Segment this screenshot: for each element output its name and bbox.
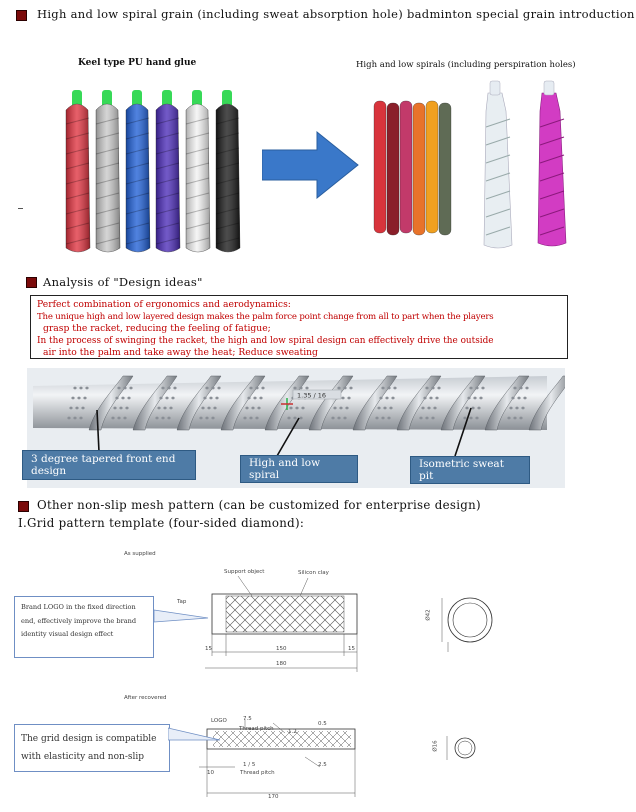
dim-right: 15 (348, 646, 355, 652)
sweat-hole (83, 397, 86, 400)
as-supplied-caption: As supplied (124, 551, 156, 557)
support-object-label: Support object (224, 569, 265, 575)
dim-f: 10 (207, 770, 214, 776)
after-recovered-caption: After recovered (124, 695, 167, 701)
spiral-grip (387, 103, 399, 235)
sweat-hole (513, 417, 516, 420)
sweat-hole (301, 407, 304, 410)
sweat-hole (385, 397, 388, 400)
sweat-hole (349, 387, 352, 390)
cross-section-1 (420, 590, 500, 660)
sweat-hole (293, 417, 296, 420)
callout-pointer (154, 608, 210, 628)
sweat-hole (79, 387, 82, 390)
sweat-hole (437, 387, 440, 390)
sweat-hole (463, 417, 466, 420)
sweat-hole (333, 407, 336, 410)
sweat-hole (121, 397, 124, 400)
sweat-hole (73, 387, 76, 390)
sweat-hole (519, 387, 522, 390)
thread-pitch-1: Thread pitch (239, 726, 274, 732)
sweat-hole (173, 387, 176, 390)
sweat-hole (243, 417, 246, 420)
white-spiral-grip (484, 93, 512, 248)
sweat-hole (289, 407, 292, 410)
dia-label-2: Ø16 (432, 740, 439, 752)
sweat-hole (383, 407, 386, 410)
sweat-hole (473, 397, 476, 400)
sweat-hole (115, 397, 118, 400)
sweat-hole (423, 397, 426, 400)
sweat-hole (389, 407, 392, 410)
sweat-hole (123, 387, 126, 390)
sweat-hole (125, 407, 128, 410)
sweat-hole (431, 387, 434, 390)
sweat-hole (381, 417, 384, 420)
sweat-hole (295, 407, 298, 410)
section-marker-icon (16, 10, 27, 21)
brand-logo-callout (14, 596, 154, 658)
sweat-hole (479, 397, 482, 400)
sweat-hole (337, 387, 340, 390)
sweat-hole (213, 407, 216, 410)
sweat-hole (343, 417, 346, 420)
spiral-grip (439, 103, 451, 235)
sweat-hole (77, 397, 80, 400)
sweat-hole (119, 407, 122, 410)
sweat-hole (165, 397, 168, 400)
sweat-hole (207, 407, 210, 410)
sweat-hole (255, 417, 258, 420)
sweat-hole (343, 387, 346, 390)
sweat-hole (425, 417, 428, 420)
dim-a: 7.5 (243, 716, 252, 722)
sweat-hole (425, 387, 428, 390)
dim-middle: 150 (276, 646, 287, 652)
grid-design-callout (14, 724, 170, 772)
spiral-grip (426, 101, 438, 233)
sweat-hole (201, 407, 204, 410)
sweat-hole (345, 407, 348, 410)
sweat-hole (159, 397, 162, 400)
sweat-hole (337, 417, 340, 420)
spiral-grip (374, 101, 386, 233)
sweat-hole (477, 407, 480, 410)
dimension-tag: 1.35 / 16 (297, 391, 327, 400)
sweat-hole (339, 407, 342, 410)
callout-line: The grid design is compatible (21, 734, 157, 744)
sweat-pit-callout: Isometric sweat pit (410, 456, 530, 484)
sweat-hole (475, 387, 478, 390)
sweat-hole (155, 417, 158, 420)
sweat-hole (435, 397, 438, 400)
sweat-hole (509, 407, 512, 410)
sweat-hole (117, 387, 120, 390)
dim-b: 1.2 (288, 729, 297, 735)
sweat-hole (393, 387, 396, 390)
sweat-hole (209, 397, 212, 400)
sweat-hole (433, 407, 436, 410)
design-line: The unique high and low layered design makes the palm force point change from all to part when the players (37, 312, 494, 322)
sweat-hole (375, 417, 378, 420)
sweat-hole (129, 387, 132, 390)
sweat-hole (519, 417, 522, 420)
sweat-hole (481, 387, 484, 390)
spiral-callout: High and low spiral (240, 455, 358, 483)
pink-spiral-grip (538, 93, 566, 246)
section-3-subtitle: I.Grid pattern template (four-sided diamond): (18, 516, 305, 530)
sweat-hole (391, 397, 394, 400)
thread-pitch-2: Thread pitch (240, 770, 275, 776)
sweat-hole (427, 407, 430, 410)
sweat-hole (419, 417, 422, 420)
section-1-title: High and low spiral grain (including sweat absorption hole) badminton special grain introduction (37, 7, 635, 21)
sweat-hole (299, 417, 302, 420)
spiral-grip (413, 103, 425, 235)
sweat-hole (421, 407, 424, 410)
sweat-hole (215, 397, 218, 400)
sweat-hole (513, 387, 516, 390)
left-product-label: Keel type PU hand glue (78, 58, 197, 68)
sweat-hole (217, 387, 220, 390)
sweat-hole (171, 397, 174, 400)
sweat-hole (471, 407, 474, 410)
sweat-hole (377, 407, 380, 410)
sweat-hole (465, 407, 468, 410)
sweat-hole (257, 407, 260, 410)
dim-e: 2.5 (318, 762, 327, 768)
sweat-hole (245, 407, 248, 410)
sweat-hole (69, 407, 72, 410)
callout-line: end, effectively improve the brand (21, 616, 137, 625)
sweat-hole (211, 417, 214, 420)
sweat-hole (261, 387, 264, 390)
design-line: grasp the racket, reducing the feeling of fatigue; (43, 323, 271, 334)
sweat-hole (85, 387, 88, 390)
dia-label-1: Ø42 (425, 609, 432, 621)
sweat-hole (305, 387, 308, 390)
sweat-hole (113, 407, 116, 410)
sweat-hole (157, 407, 160, 410)
spiral-grips-image (370, 75, 590, 253)
sweat-hole (287, 417, 290, 420)
sweat-hole (205, 387, 208, 390)
sweat-hole (379, 397, 382, 400)
section-marker-icon (18, 501, 29, 512)
sweat-hole (259, 397, 262, 400)
sweat-hole (253, 397, 256, 400)
sweat-hole (247, 397, 250, 400)
sweat-hole (523, 397, 526, 400)
sweat-hole (123, 417, 126, 420)
sweat-hole (81, 407, 84, 410)
sweat-hole (199, 417, 202, 420)
sweat-hole (117, 417, 120, 420)
sweat-hole (167, 417, 170, 420)
sweat-hole (249, 387, 252, 390)
sweat-hole (111, 417, 114, 420)
dim-c: 0.5 (318, 721, 327, 727)
sweat-hole (469, 387, 472, 390)
sweat-hole (517, 397, 520, 400)
sweat-hole (203, 397, 206, 400)
design-ideas-box (30, 295, 568, 359)
sweat-hole (249, 417, 252, 420)
sweat-hole (161, 387, 164, 390)
sweat-hole (525, 387, 528, 390)
dim-left: 15 (205, 646, 212, 652)
callout-line: Brand LOGO in the fixed direction (21, 603, 136, 611)
right-product-label: High and low spirals (including perspiration holes) (356, 60, 576, 70)
sweat-hole (331, 417, 334, 420)
sweat-hole (67, 417, 70, 420)
dim-total: 180 (276, 661, 287, 667)
sweat-hole (169, 407, 172, 410)
section-marker-icon (26, 277, 37, 288)
sweat-hole (167, 387, 170, 390)
sweat-hole (387, 387, 390, 390)
dash-mark (18, 208, 23, 209)
sweat-hole (79, 417, 82, 420)
section-2-title: Analysis of "Design ideas" (43, 275, 203, 289)
sweat-hole (475, 417, 478, 420)
sweat-hole (521, 407, 524, 410)
sweat-hole (469, 417, 472, 420)
right-arrow-icon (262, 130, 360, 200)
sweat-hole (507, 417, 510, 420)
sweat-hole (251, 407, 254, 410)
sweat-hole (127, 397, 130, 400)
sweat-hole (161, 417, 164, 420)
dim-total-2: 170 (268, 794, 279, 800)
sweat-hole (511, 397, 514, 400)
silicon-clay-label: Silicon clay (298, 570, 329, 576)
dim-d: 1 / 5 (243, 762, 256, 768)
sweat-hole (255, 387, 258, 390)
sweat-hole (467, 397, 470, 400)
sweat-hole (347, 397, 350, 400)
keel-grips-image (60, 88, 250, 262)
tapered-end-callout: 3 degree tapered front end design (22, 450, 196, 480)
callout-pointer (168, 726, 222, 750)
sweat-hole (515, 407, 518, 410)
section-3-title: Other non-slip mesh pattern (can be customized for enterprise design) (37, 498, 481, 512)
design-line: Perfect combination of ergonomics and aerodynamics: (37, 299, 291, 310)
tap-label: Tap (177, 599, 187, 605)
sweat-hole (73, 417, 76, 420)
sweat-hole (341, 397, 344, 400)
sweat-hole (75, 407, 78, 410)
design-line: In the process of swinging the racket, the high and low spiral design can effectively drive the outside (37, 336, 494, 346)
callout-line: identity visual design effect (21, 630, 114, 638)
sweat-hole (211, 387, 214, 390)
sweat-hole (431, 417, 434, 420)
sweat-hole (293, 387, 296, 390)
sweat-hole (205, 417, 208, 420)
sweat-hole (299, 387, 302, 390)
sweat-hole (429, 397, 432, 400)
sweat-hole (381, 387, 384, 390)
callout-line: with elasticity and non-slip (21, 752, 144, 762)
logo-label: LOGO (211, 718, 227, 724)
sweat-hole (163, 407, 166, 410)
spiral-grip (400, 101, 412, 233)
design-line: air into the palm and take away the heat; Reduce sweating (43, 347, 318, 358)
sweat-hole (71, 397, 74, 400)
sweat-hole (387, 417, 390, 420)
